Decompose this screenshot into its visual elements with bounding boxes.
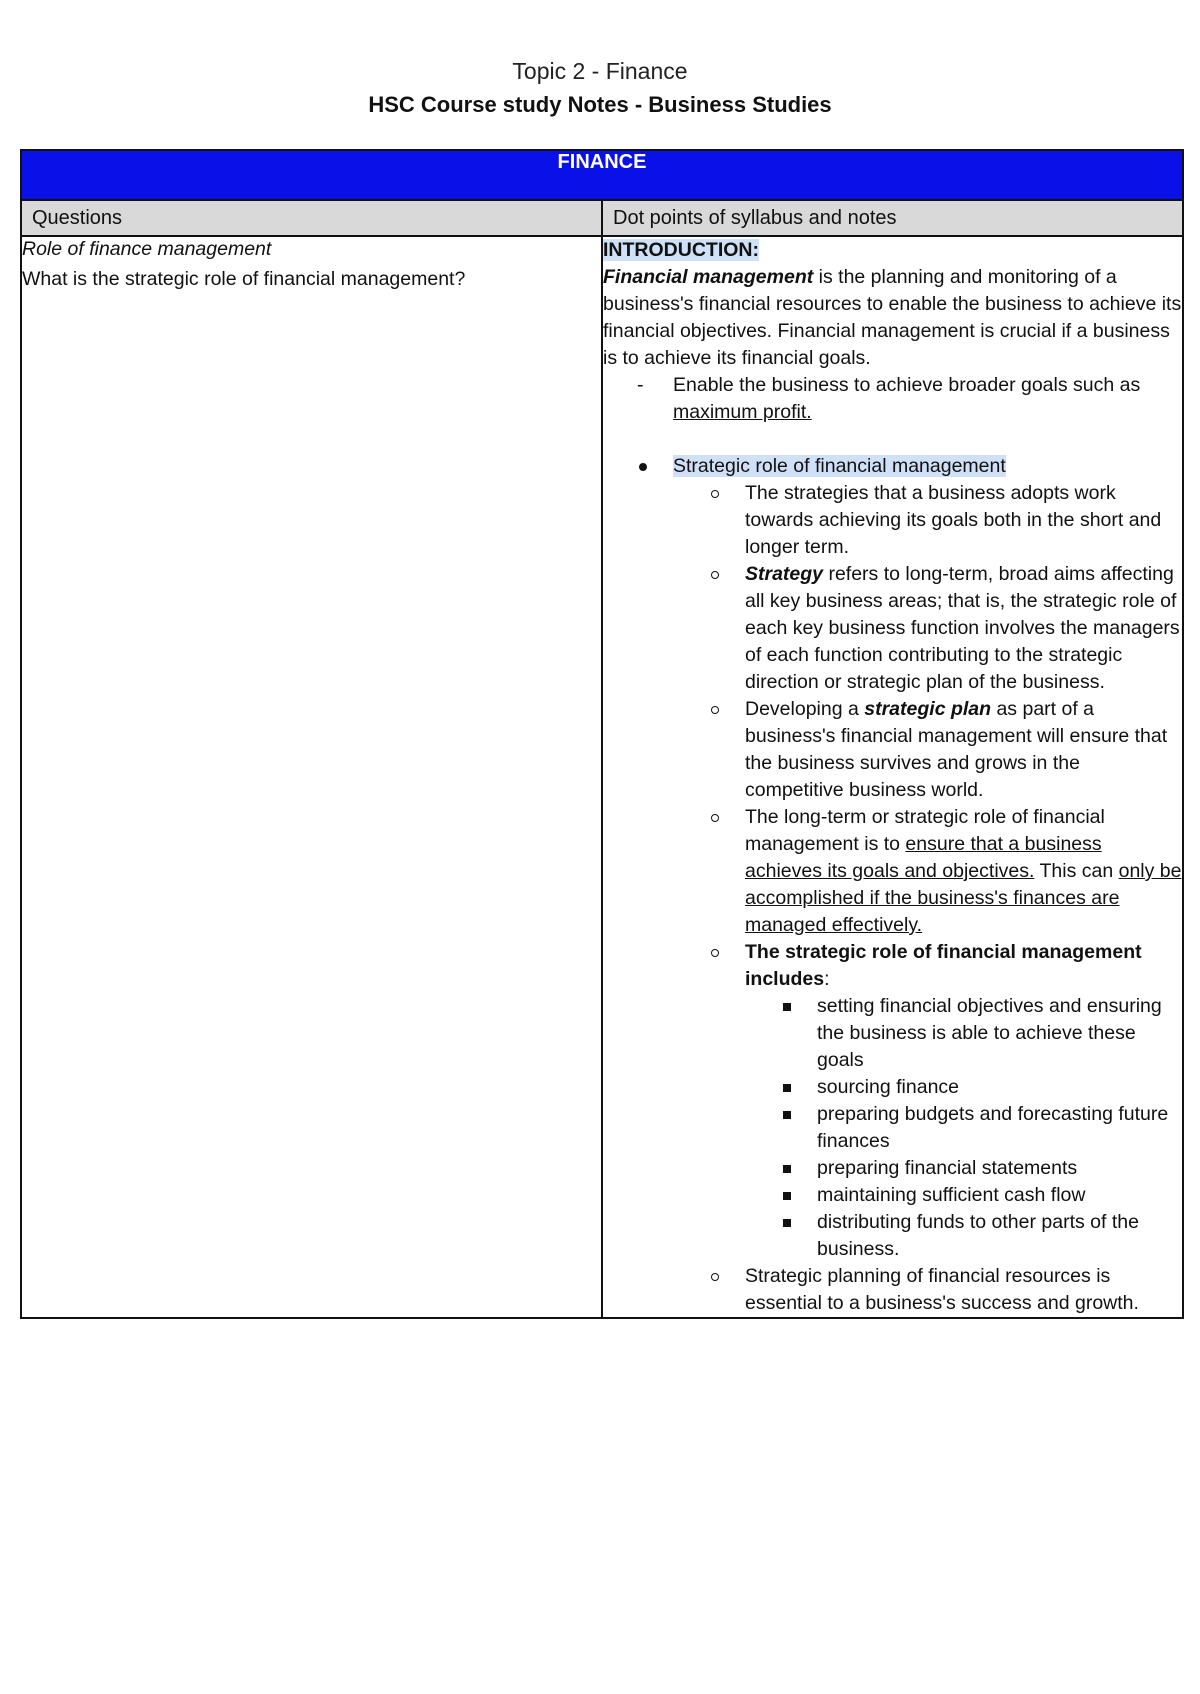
document-topic: Topic 2 - Finance — [512, 58, 688, 84]
list-item — [817, 1155, 1182, 1182]
circle-bullet-icon — [711, 706, 719, 714]
questions-cell — [21, 236, 602, 1318]
list-item-text: refers to long-term, broad aims affecting all key business areas; that is, the strategic role of each key business function involves the managers of each function contributing to the strategic direction or strategic plan of the business. — [745, 563, 1180, 693]
list-item-underlined: maximum profit. — [673, 401, 812, 423]
list-item — [817, 1101, 1182, 1155]
list-item-text: Developing a — [745, 698, 865, 720]
list-item — [673, 453, 1182, 1317]
list-item — [745, 480, 1182, 561]
list-item-text: The long-term or strategic role of financial management is to — [745, 806, 1105, 855]
table-banner: FINANCE — [21, 150, 1183, 200]
intro-label: INTRODUCTION: — [603, 239, 759, 261]
list-item — [817, 993, 1182, 1074]
list-item-text: preparing budgets and forecasting future finances — [817, 1103, 1169, 1152]
list-item-text: distributing funds to other parts of the business. — [817, 1211, 1139, 1260]
list-item-text: Strategic planning of financial resources is essential to a business's success and growth. — [745, 1265, 1139, 1314]
document-heading: HSC Course study Notes - Business Studies — [368, 92, 832, 117]
list-item — [817, 1074, 1182, 1101]
list-item — [745, 696, 1182, 804]
finance-notes-table — [20, 149, 1184, 1319]
square-bullet-icon — [783, 1192, 791, 1200]
key-term: strategic plan — [864, 698, 992, 720]
square-bullet-icon — [783, 1219, 791, 1227]
list-item-text: setting financial objectives and ensuring the business is able to achieve these goals — [817, 995, 1162, 1071]
question-text: What is the strategic role of financial management? — [22, 268, 466, 290]
list-item-text: The strategies that a business adopts work towards achieving its goals both in the short and longer term. — [745, 482, 1162, 558]
bullet-list — [603, 453, 1182, 1317]
key-term: Strategy — [745, 563, 824, 585]
circle-bullet-icon — [711, 490, 719, 498]
list-item — [817, 1209, 1182, 1263]
circle-bullet-icon — [711, 949, 719, 957]
list-item-text: This can — [1034, 860, 1119, 882]
list-item — [745, 1263, 1182, 1317]
circle-bullet-icon — [711, 814, 719, 822]
list-item — [745, 804, 1182, 939]
list-item-underlined: ensure that a business achieves its goals and objectives. — [745, 833, 1102, 882]
circle-bullet-icon — [711, 1273, 719, 1281]
question-topic: Role of finance management — [22, 238, 272, 260]
includes-list — [745, 993, 1182, 1263]
list-item-text: : — [824, 968, 830, 990]
bullet-heading: Strategic role of financial management — [673, 455, 1006, 477]
list-item-text: Enable the business to achieve broader goals such as — [673, 374, 1141, 396]
dash-marker: - — [637, 374, 644, 396]
dash-list — [603, 372, 1182, 426]
definition-text: is the planning and monitoring of a business's financial resources to enable the business to achieve its financial objectives. Financial management is crucial if a business is to achieve its financial goals. — [603, 266, 1182, 369]
list-item-text: sourcing finance — [817, 1076, 960, 1098]
list-item-bold: The strategic role of financial management includes — [745, 941, 1142, 990]
bullet-icon — [639, 463, 647, 471]
column-header-notes: Dot points of syllabus and notes — [602, 200, 1183, 236]
square-bullet-icon — [783, 1084, 791, 1092]
column-header-questions: Questions — [21, 200, 602, 236]
list-item-underlined: only be accomplished if the business's finances are managed effectively. — [745, 860, 1182, 936]
square-bullet-icon — [783, 1165, 791, 1173]
square-bullet-icon — [783, 1111, 791, 1119]
square-bullet-icon — [783, 1003, 791, 1011]
list-item-text: maintaining sufficient cash flow — [817, 1184, 1086, 1206]
definition-term: Financial management — [603, 266, 814, 288]
definition-paragraph — [603, 264, 1182, 372]
list-item-text: preparing financial statements — [817, 1157, 1078, 1179]
document-title-block — [0, 56, 1200, 120]
list-item — [817, 1182, 1182, 1209]
sub-bullet-list — [673, 480, 1182, 1317]
circle-bullet-icon — [711, 571, 719, 579]
list-item — [745, 939, 1182, 1263]
notes-cell — [602, 236, 1183, 1318]
list-item — [637, 372, 1182, 426]
list-item-text: as part of a business's financial management will ensure that the business survives and grows in the competitive business world. — [745, 698, 1168, 801]
list-item — [745, 561, 1182, 696]
